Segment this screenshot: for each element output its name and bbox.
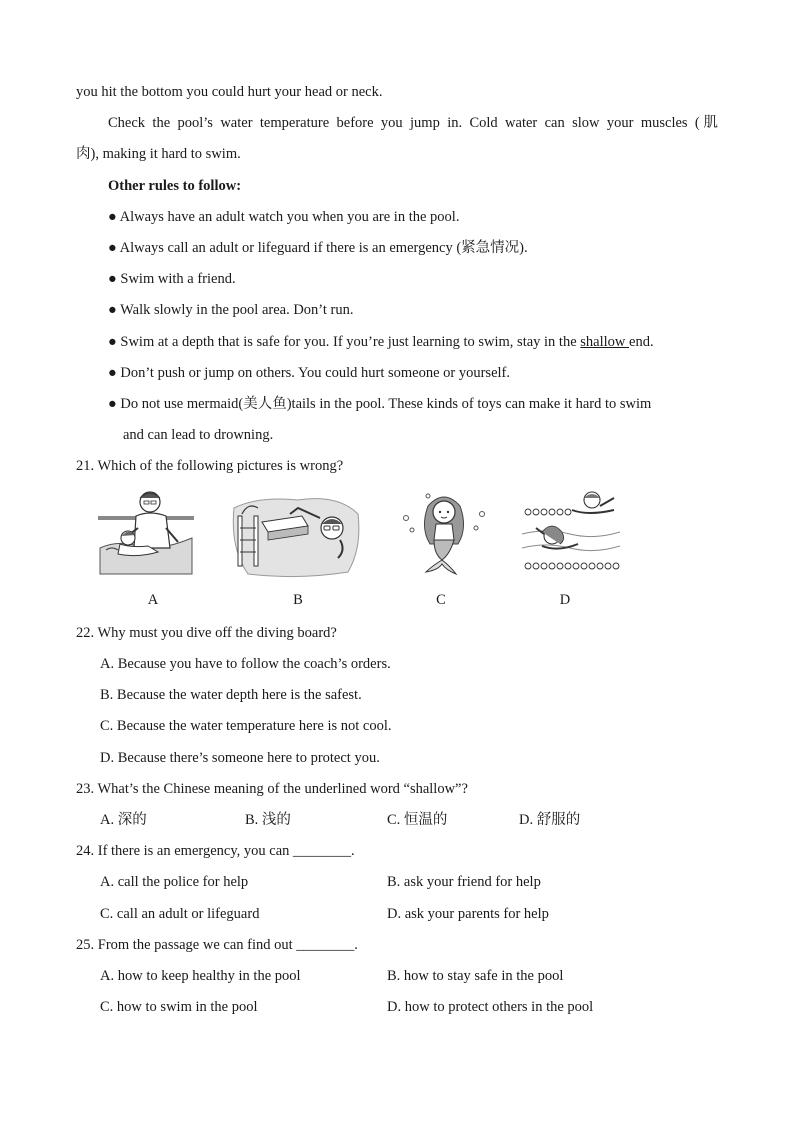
rule-text: Swim at a depth that is safe for you. If you’re just learning to swim, stay in the [120,334,581,350]
bullet: ● [108,240,117,256]
passage-line: you hit the bottom you could hurt your head or neck. [76,84,383,100]
picture-label-c: C [436,592,446,608]
passage-line: Check the pool’s water temperature before you jump in. Cold water can slow your muscles (肌 [108,115,718,131]
question-25-stem: 25. From the passage we can find out ________. [76,937,358,953]
option-25-b[interactable]: B. how to stay safe in the pool [387,968,564,984]
picture-label-a: A [147,592,159,608]
rule-item [108,238,528,258]
option-25-d[interactable]: D. how to protect others in the pool [387,999,594,1015]
underlined-word-shallow: shallow [580,334,630,350]
rule-text: Swim with a friend. [120,271,236,287]
rule-text: Always have an adult watch you when you are in the pool. [119,209,460,225]
option-22-b[interactable]: B. Because the water depth here is the safest. [100,687,362,703]
rule-text: and can lead to drowning. [123,427,274,443]
rule-item [108,269,236,289]
question-22-stem: 22. Why must you dive off the diving board? [76,625,337,641]
rules-heading: Other rules to follow: [108,178,242,194]
option-22-d[interactable]: D. Because there’s someone here to protect you. [100,750,380,766]
bullet: ● [108,334,117,350]
picture-label-d: D [559,592,571,608]
rule-item [108,207,459,227]
rule-text: Walk slowly in the pool area. Don’t run. [120,302,354,318]
bullet: ● [108,209,117,225]
bullet: ● [108,365,117,381]
option-24-d[interactable]: D. ask your parents for help [387,906,549,922]
rule-text: end. [629,334,654,350]
option-23-b[interactable]: B. 浅的 [245,812,291,828]
rule-item [108,300,353,320]
question-21-stem: 21. Which of the following pictures is wrong? [76,458,344,474]
option-25-a[interactable]: A. how to keep healthy in the pool [100,968,301,984]
bullet: ● [108,271,117,287]
option-24-b[interactable]: B. ask your friend for help [387,874,541,890]
option-25-c[interactable]: C. how to swim in the pool [100,999,258,1015]
rule-text: Always call an adult or lifeguard if there is an emergency (紧急情况). [119,240,528,256]
option-23-a[interactable]: A. 深的 [100,812,147,828]
option-24-a[interactable]: A. call the police for help [100,874,249,890]
rule-item [108,394,651,414]
question-24-stem: 24. If there is an emergency, you can ________. [76,843,355,859]
bullet: ● [108,396,117,412]
passage-line: 肉), making it hard to swim. [76,146,241,162]
option-23-c[interactable]: C. 恒温的 [387,812,448,828]
picture-a-adult-teaching-child[interactable] [98,488,194,576]
rule-text: Don’t push or jump on others. You could hurt someone or yourself. [120,365,510,381]
picture-d-kids-in-pool[interactable] [522,488,620,574]
bullet: ● [108,302,117,318]
option-23-d[interactable]: D. 舒服的 [519,812,581,828]
picture-b-diving-board-swimmer[interactable] [228,488,362,578]
rule-item [108,332,654,352]
option-22-a[interactable]: A. Because you have to follow the coach’s orders. [100,656,391,672]
picture-c-mermaid[interactable] [398,488,490,578]
rule-text: Do not use mermaid(美人鱼)tails in the pool. These kinds of toys can make it hard to swim [120,396,652,412]
picture-label-b: B [293,592,303,608]
option-24-c[interactable]: C. call an adult or lifeguard [100,906,260,922]
rule-item [108,363,510,383]
question-23-stem: 23. What’s the Chinese meaning of the underlined word “shallow”? [76,781,468,797]
option-22-c[interactable]: C. Because the water temperature here is not cool. [100,718,392,734]
